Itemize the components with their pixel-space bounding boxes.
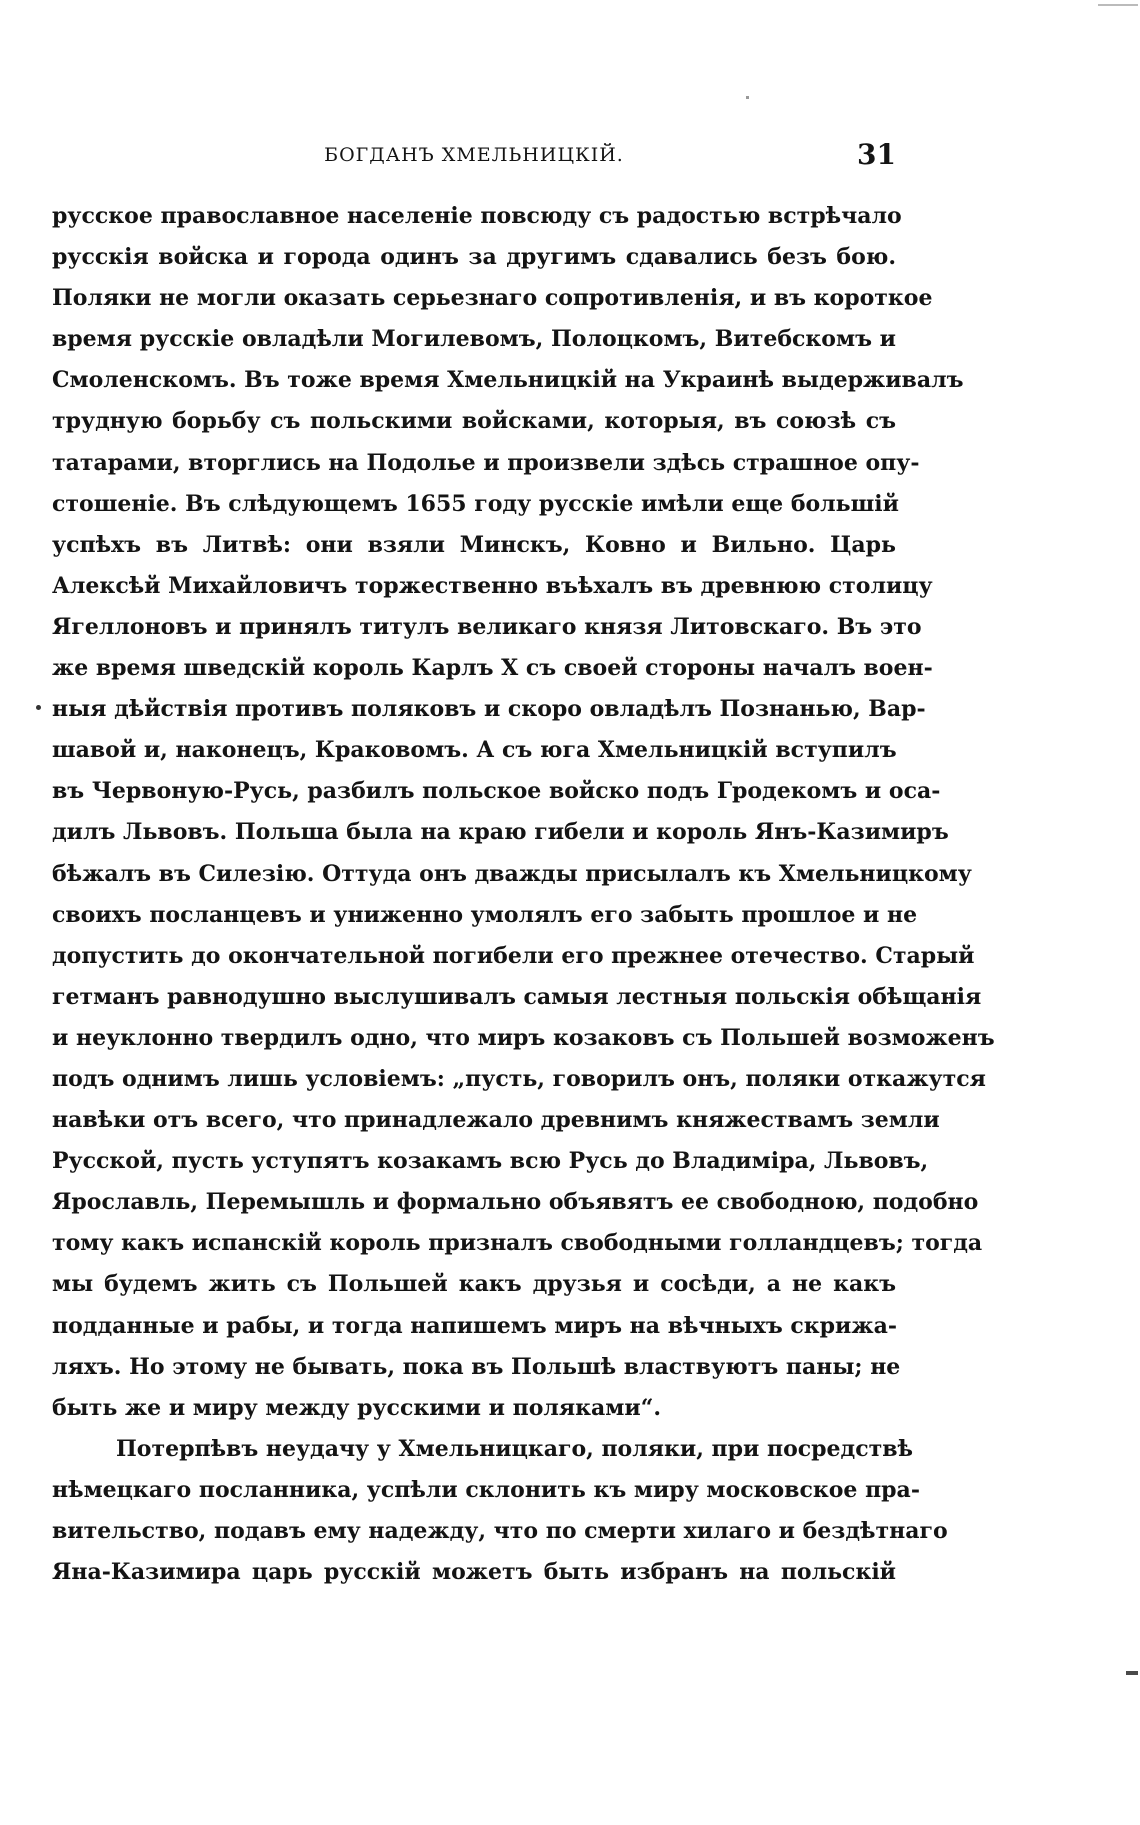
text-line: подданные и рабы, и тогда напишемъ миръ на вѣчныхъ скрижа- <box>52 1312 897 1339</box>
text-line: бѣжалъ въ Силезію. Оттуда онъ дважды присылалъ къ Хмельницкому <box>52 860 972 887</box>
text-line: русскія войска и города одинъ за другимъ сдавались безъ бою. <box>52 244 896 271</box>
text-line: вительство, подавъ ему надежду, что по смерти хилаго и бездѣтнаго <box>52 1518 948 1544</box>
paragraph-2 <box>52 1429 948 1593</box>
running-head <box>52 138 896 172</box>
text-line: подъ однимъ лишь условіемъ: „пусть, говорилъ онъ, поляки откажутся <box>52 1065 986 1092</box>
scan-speck <box>1098 4 1138 6</box>
text-line: Смоленскомъ. Въ тоже время Хмельницкій на Украинѣ выдерживалъ <box>52 367 964 394</box>
text-line: ныя дѣйствія противъ поляковъ и скоро овладѣлъ Познанью, Вар- <box>52 696 926 723</box>
text-line: мы будемъ жить съ Польшей какъ друзья и сосѣди, а не какъ <box>52 1271 896 1298</box>
text-line: дилъ Львовъ. Польша была на краю гибели и король Янъ-Казимиръ <box>52 819 949 846</box>
text-line: татарами, вторглись на Подолье и произвели здѣсь страшное опу- <box>52 449 920 476</box>
text-line: Русской, пусть уступятъ козакамъ всю Русь до Владиміра, Львовъ, <box>52 1148 929 1175</box>
text-line: навѣки отъ всего, что принадлежало древнимъ княжествамъ земли <box>52 1107 940 1134</box>
text-line: и неуклонно твердилъ одно, что миръ козаковъ съ Польшей возможенъ <box>52 1024 995 1051</box>
text-line: Яна-Казимира царь русскій можетъ быть избранъ на польскій <box>52 1559 896 1586</box>
text-line: нѣмецкаго посланника, успѣли склонить къ миру московское пра- <box>52 1476 920 1503</box>
scan-speck <box>1126 1671 1138 1675</box>
margin-mark <box>36 705 41 710</box>
text-line: же время шведскій король Карлъ X съ своей стороны началъ воен- <box>52 655 933 682</box>
text-line: стошеніе. Въ слѣдующемъ 1655 году русскіе имѣли еще большій <box>52 490 899 517</box>
text-line: успѣхъ въ Литвѣ: они взяли Минскъ, Ковно и Вильно. Царь <box>52 531 896 558</box>
text-line: трудную борьбу съ польскими войсками, которыя, въ союзѣ съ <box>52 408 896 435</box>
text-line: гетманъ равнодушно выслушивалъ самыя лестныя польскія обѣщанія <box>52 983 982 1010</box>
text-line: время русскіе овладѣли Могилевомъ, Полоцкомъ, Витебскомъ и <box>52 326 896 353</box>
text-line: Алексѣй Михайловичъ торжественно въѣхалъ въ древнюю столицу <box>52 572 933 599</box>
text-line: своихъ посланцевъ и униженно умолялъ его забыть прошлое и не <box>52 901 918 928</box>
text-line: Поляки не могли оказать серьезнаго сопротивленія, и въ короткое <box>52 285 933 312</box>
text-line: Потерпѣвъ неудачу у Хмельницкаго, поляки, при посредствѣ <box>116 1435 913 1462</box>
scan-speck <box>746 96 749 99</box>
text-line: Ярославль, Перемышль и формально объявятъ ее свободною, подобно <box>52 1189 979 1216</box>
text-line: въ Червоную-Русь, разбилъ польское войско подъ Гродекомъ и оса- <box>52 778 941 805</box>
page-number: 31 <box>857 138 896 171</box>
text-line: тому какъ испанскій король призналъ свободными голландцевъ; тогда <box>52 1230 983 1257</box>
paragraph-1 <box>52 196 995 1429</box>
text-line: быть же и миру между русскими и поляками“. <box>52 1394 662 1421</box>
text-line: русское православное населеніе повсюду съ радостью встрѣчало <box>52 203 902 229</box>
text-line: шавой и, наконецъ, Краковомъ. А съ юга Хмельницкій вступилъ <box>52 737 897 764</box>
running-title: БОГДАНЪ ХМЕЛЬНИЦКІЙ. <box>324 144 624 166</box>
text-line: допустить до окончательной погибели его прежнее отечество. Старый <box>52 942 975 969</box>
body-text <box>52 196 995 1593</box>
text-line: Ягеллоновъ и принялъ титулъ великаго князя Литовскаго. Въ это <box>52 613 922 640</box>
text-line: ляхъ. Но этому не бывать, пока въ Польшѣ властвуютъ паны; не <box>52 1353 901 1380</box>
